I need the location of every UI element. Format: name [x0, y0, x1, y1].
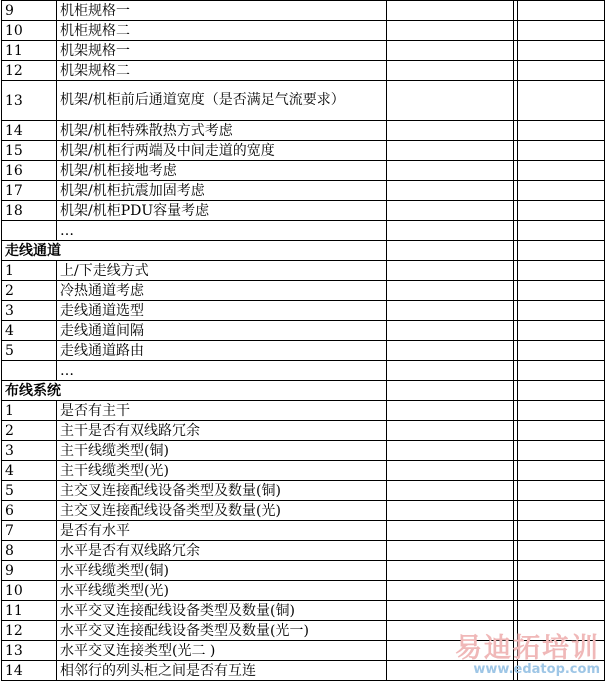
empty-cell	[387, 241, 514, 261]
row-item: 水平是否有双线路冗余	[57, 541, 387, 561]
empty-cell	[387, 161, 514, 181]
table-row	[2, 21, 605, 41]
empty-cell	[387, 401, 514, 421]
empty-cell	[518, 481, 605, 501]
empty-cell	[387, 81, 514, 121]
row-number: 14	[2, 661, 57, 681]
empty-cell	[387, 641, 514, 661]
empty-cell	[387, 581, 514, 601]
row-item: 主干线缆类型(铜)	[57, 441, 387, 461]
row-item: 机架规格二	[57, 61, 387, 81]
table-row	[2, 601, 605, 621]
table-row	[2, 501, 605, 521]
row-number: 3	[2, 441, 57, 461]
row-item: 走线通道路由	[57, 341, 387, 361]
empty-cell	[518, 661, 605, 681]
empty-cell	[387, 421, 514, 441]
table-row	[2, 121, 605, 141]
empty-cell	[518, 261, 605, 281]
watermark-brand: 易迪拓培训	[455, 633, 600, 664]
empty-cell	[387, 501, 514, 521]
empty-cell	[387, 441, 514, 461]
empty-cell	[518, 41, 605, 61]
row-item: 机架/机柜接地考虑	[57, 161, 387, 181]
empty-cell	[518, 21, 605, 41]
empty-cell	[518, 141, 605, 161]
table-row	[2, 341, 605, 361]
table-row	[2, 641, 605, 661]
row-number: 8	[2, 541, 57, 561]
row-number: 16	[2, 161, 57, 181]
empty-cell	[387, 41, 514, 61]
empty-cell	[387, 621, 514, 641]
empty-cell	[387, 301, 514, 321]
table-row	[2, 301, 605, 321]
row-item: …	[57, 361, 387, 381]
table-row	[2, 261, 605, 281]
row-item: 机架/机柜特殊散热方式考虑	[57, 121, 387, 141]
empty-cell	[518, 221, 605, 241]
empty-cell	[518, 461, 605, 481]
empty-cell	[518, 541, 605, 561]
checklist-body	[2, 1, 605, 681]
row-item: 机柜规格一	[57, 1, 387, 21]
empty-cell	[518, 161, 605, 181]
table-row	[2, 41, 605, 61]
row-item: 主交叉连接配线设备类型及数量(光)	[57, 501, 387, 521]
empty-cell	[518, 341, 605, 361]
section-title: 走线通道	[2, 241, 387, 261]
row-number: 17	[2, 181, 57, 201]
table-row	[2, 621, 605, 641]
row-item: 水平线缆类型(铜)	[57, 561, 387, 581]
row-number: 10	[2, 21, 57, 41]
row-item: 水平交叉连接类型(光二 )	[57, 641, 387, 661]
empty-cell	[387, 181, 514, 201]
table-row	[2, 481, 605, 501]
empty-cell	[518, 441, 605, 461]
row-item: 上/下走线方式	[57, 261, 387, 281]
empty-cell	[387, 361, 514, 381]
row-number: 13	[2, 641, 57, 661]
row-number: 2	[2, 421, 57, 441]
empty-cell	[387, 61, 514, 81]
row-item: 主干是否有双线路冗余	[57, 421, 387, 441]
empty-cell	[518, 621, 605, 641]
section-header-row	[2, 381, 605, 401]
table-row	[2, 661, 605, 681]
table-row	[2, 281, 605, 301]
row-number: 6	[2, 501, 57, 521]
empty-cell	[387, 381, 514, 401]
empty-cell	[518, 401, 605, 421]
row-item: 相邻行的列头柜之间是否有互连	[57, 661, 387, 681]
empty-cell	[387, 121, 514, 141]
row-item: 是否有主干	[57, 401, 387, 421]
empty-cell	[518, 561, 605, 581]
empty-cell	[518, 121, 605, 141]
row-item: 走线通道选型	[57, 301, 387, 321]
empty-cell	[387, 261, 514, 281]
empty-cell	[518, 181, 605, 201]
table-row	[2, 561, 605, 581]
table-row	[2, 1, 605, 21]
table-row	[2, 321, 605, 341]
row-number: 1	[2, 401, 57, 421]
table-row	[2, 81, 605, 121]
row-item: 机架/机柜抗震加固考虑	[57, 181, 387, 201]
empty-cell	[387, 321, 514, 341]
empty-cell	[387, 1, 514, 21]
empty-cell	[387, 521, 514, 541]
empty-cell	[518, 581, 605, 601]
empty-cell	[387, 541, 514, 561]
row-item: 机架规格一	[57, 41, 387, 61]
empty-cell	[518, 381, 605, 401]
row-item: 机架/机柜行两端及中间走道的宽度	[57, 141, 387, 161]
row-number: 4	[2, 321, 57, 341]
row-number: 13	[2, 81, 57, 121]
table-row	[2, 461, 605, 481]
empty-cell	[387, 561, 514, 581]
table-row	[2, 201, 605, 221]
row-number: 3	[2, 301, 57, 321]
row-number: 11	[2, 41, 57, 61]
row-item: 冷热通道考虑	[57, 281, 387, 301]
table-row	[2, 141, 605, 161]
empty-cell	[518, 601, 605, 621]
empty-cell	[518, 241, 605, 261]
row-item: …	[57, 221, 387, 241]
empty-cell	[387, 601, 514, 621]
empty-cell	[387, 481, 514, 501]
table-row	[2, 521, 605, 541]
empty-cell	[387, 221, 514, 241]
empty-cell	[518, 501, 605, 521]
table-row	[2, 181, 605, 201]
table-row	[2, 61, 605, 81]
checklist-table	[1, 0, 605, 681]
section-header-row	[2, 241, 605, 261]
row-number: 5	[2, 341, 57, 361]
row-item: 机架/机柜PDU容量考虑	[57, 201, 387, 221]
row-number: 12	[2, 621, 57, 641]
empty-cell	[518, 361, 605, 381]
row-number: 2	[2, 281, 57, 301]
row-number: 9	[2, 1, 57, 21]
row-number: 1	[2, 261, 57, 281]
row-number: 10	[2, 581, 57, 601]
empty-cell	[387, 201, 514, 221]
empty-cell	[518, 421, 605, 441]
row-item: 主干线缆类型(光)	[57, 461, 387, 481]
empty-cell	[518, 201, 605, 221]
table-row	[2, 221, 605, 241]
row-number: 14	[2, 121, 57, 141]
empty-cell	[518, 61, 605, 81]
table-row	[2, 541, 605, 561]
row-number: 4	[2, 461, 57, 481]
row-number: 5	[2, 481, 57, 501]
empty-cell	[387, 341, 514, 361]
table-row	[2, 441, 605, 461]
table-row	[2, 361, 605, 381]
row-item: 是否有水平	[57, 521, 387, 541]
table-row	[2, 421, 605, 441]
table-row	[2, 161, 605, 181]
table-row	[2, 581, 605, 601]
empty-cell	[518, 321, 605, 341]
empty-cell	[518, 1, 605, 21]
row-number: 9	[2, 561, 57, 581]
row-item: 水平交叉连接配线设备类型及数量(铜)	[57, 601, 387, 621]
watermark-url: www.edatop.com	[473, 662, 600, 677]
empty-cell	[387, 661, 514, 681]
row-number: 15	[2, 141, 57, 161]
row-number: 11	[2, 601, 57, 621]
row-item: 机架/机柜前后通道宽度（是否满足气流要求）	[57, 81, 387, 121]
row-number: 7	[2, 521, 57, 541]
empty-cell	[518, 521, 605, 541]
empty-cell	[518, 301, 605, 321]
section-title: 布线系统	[2, 381, 387, 401]
row-item: 走线通道间隔	[57, 321, 387, 341]
empty-cell	[518, 81, 605, 121]
empty-cell	[518, 281, 605, 301]
row-number	[2, 361, 57, 381]
empty-cell	[387, 281, 514, 301]
empty-cell	[387, 461, 514, 481]
row-number: 18	[2, 201, 57, 221]
empty-cell	[387, 21, 514, 41]
row-item: 水平线缆类型(光)	[57, 581, 387, 601]
empty-cell	[387, 141, 514, 161]
row-number	[2, 221, 57, 241]
row-item: 主交叉连接配线设备类型及数量(铜)	[57, 481, 387, 501]
row-item: 水平交叉连接配线设备类型及数量(光一)	[57, 621, 387, 641]
row-number: 12	[2, 61, 57, 81]
table-row	[2, 401, 605, 421]
empty-cell	[518, 641, 605, 661]
row-item: 机柜规格二	[57, 21, 387, 41]
